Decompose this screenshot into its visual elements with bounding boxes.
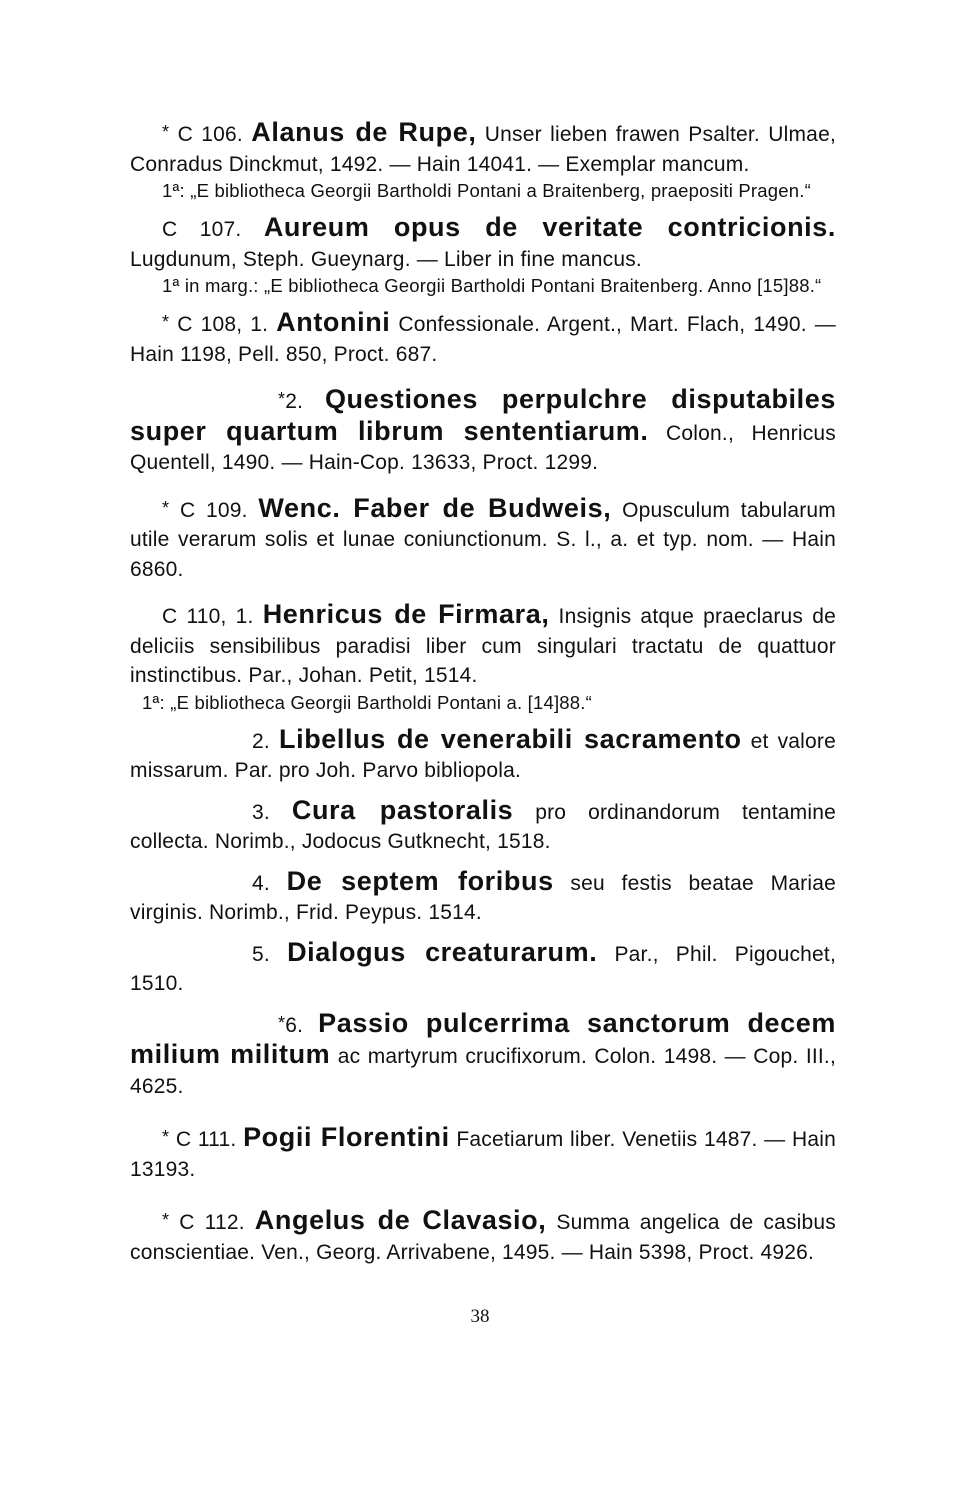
entry-c110-6 bbox=[130, 1009, 836, 1102]
entry-c110-1 bbox=[130, 600, 836, 691]
entry-title: Henricus de Firmara, bbox=[262, 599, 550, 629]
entry-number: 3. bbox=[252, 800, 270, 824]
entry-c109 bbox=[130, 494, 836, 585]
entry-c110-2 bbox=[130, 725, 836, 786]
entry-number: 2. bbox=[252, 729, 270, 753]
entry-title: Aureum opus de veritate contricionis. bbox=[263, 212, 836, 242]
entry-c106 bbox=[130, 118, 836, 179]
entry-description: Colon., Henricus Quentell, 1490. — Hain-Cop. 13633, Proct. 1299. bbox=[130, 421, 837, 474]
entry-title: Angelus de Clavasio, bbox=[254, 1205, 547, 1235]
entry-title: Pogii Florentini bbox=[243, 1122, 450, 1152]
entry-description: Confessionale. Argent., Mart. Flach, 1490. — Hain 1198, Pell. 850, Proct. 687. bbox=[130, 313, 836, 366]
entry-title: Libellus de venerabili sacramento bbox=[279, 723, 742, 754]
entry-number: C 110, 1. bbox=[162, 605, 254, 628]
entry-c112 bbox=[130, 1206, 836, 1267]
entry-c110-3 bbox=[130, 796, 836, 857]
asterisk-marker: * bbox=[278, 389, 286, 409]
entry-number: 4. bbox=[252, 871, 270, 895]
entry-c108-1 bbox=[130, 308, 836, 369]
entry-description: Par., Phil. Pigouchet, 1510. bbox=[130, 942, 836, 995]
entry-c111 bbox=[130, 1123, 836, 1184]
entry-description: pro ordinandorum tentamine collecta. Norimb., Jodocus Gutknecht, 1518. bbox=[130, 800, 836, 853]
entry-title: Questiones perpulchre disputabiles super quartum librum sententiarum. bbox=[130, 384, 836, 446]
entry-description: Summa angelica de casibus conscientiae. Ven., Georg. Arrivabene, 1495. — Hain 5398, Proct. 4926. bbox=[130, 1211, 836, 1264]
entry-description: et valore missarum. Par. pro Joh. Parvo bibliopola. bbox=[130, 729, 836, 782]
entry-title: Alanus de Rupe, bbox=[251, 117, 477, 147]
entry-number: 6. bbox=[285, 1013, 304, 1037]
entry-number: C 112. bbox=[179, 1211, 245, 1234]
entry-title: De septem foribus bbox=[286, 865, 554, 896]
entry-c108-2 bbox=[130, 385, 836, 478]
entry-description: Insignis atque praeclarus de deliciis sensibilibus paradisi liber cum singulari tractatu de quattuor instinctibus. Par., Johan. Petit, 1514. bbox=[130, 605, 836, 687]
entry-title: Antonini bbox=[276, 307, 391, 337]
catalog-body bbox=[130, 118, 836, 1267]
entry-title: Dialogus creaturarum. bbox=[287, 936, 598, 967]
entry-description: seu festis beatae Mariae virginis. Norimb., Frid. Peypus. 1514. bbox=[130, 871, 836, 924]
entry-description: Lugdunum, Steph. Gueynarg. — Liber in fine mancus. bbox=[130, 247, 642, 271]
asterisk-marker: * bbox=[162, 1127, 170, 1147]
entry-description: Facetiarum liber. Venetiis 1487. — Hain 13193. bbox=[130, 1128, 836, 1181]
entry-number: C 109. bbox=[179, 498, 248, 522]
entry-number: 5. bbox=[252, 942, 270, 966]
provenance-note: 1ª: „E bibliotheca Georgii Bartholdi Pontani a Braitenberg, praepositi Pragen.“ bbox=[162, 180, 811, 201]
entry-number: C 107. bbox=[162, 218, 242, 241]
entry-title: Passio pulcerrima sanctorum decem milium militum bbox=[130, 1007, 836, 1069]
entry-number: 2. bbox=[285, 390, 304, 413]
asterisk-marker: * bbox=[162, 122, 170, 142]
entry-c110-4 bbox=[130, 867, 836, 928]
entry-c107 bbox=[130, 213, 836, 274]
asterisk-marker: * bbox=[162, 497, 170, 518]
provenance-note: 1ª in marg.: „E bibliotheca Georgii Bartholdi Pontani Braitenberg. Anno [15]88.“ bbox=[162, 275, 822, 296]
asterisk-marker: * bbox=[278, 1012, 286, 1033]
entry-number: C 106. bbox=[177, 123, 243, 146]
entry-description: ac martyrum crucifixorum. Colon. 1498. — Cop. III., 4625. bbox=[130, 1045, 836, 1098]
entry-number: C 111. bbox=[175, 1128, 237, 1151]
entry-number: C 108, 1. bbox=[177, 313, 269, 336]
provenance-note: 1ª: „E bibliotheca Georgii Bartholdi Pontani a. [14]88.“ bbox=[142, 691, 592, 713]
asterisk-marker: * bbox=[162, 1210, 170, 1230]
entry-description: Unser lieben frawen Psalter. Ulmae, Conradus Dinckmut, 1492. — Hain 14041. — Exemplar mancum. bbox=[130, 123, 836, 176]
entry-description: Opusculum tabularum utile verarum solis et lunae coniunctionum. S. l., a. et typ. nom. — Hain 6860. bbox=[130, 498, 836, 581]
page-number: 38 bbox=[470, 1306, 490, 1327]
entry-c110-5 bbox=[130, 938, 836, 999]
entry-title: Wenc. Faber de Budweis, bbox=[258, 492, 612, 523]
entry-title: Cura pastoralis bbox=[291, 794, 514, 825]
asterisk-marker: * bbox=[162, 312, 170, 332]
